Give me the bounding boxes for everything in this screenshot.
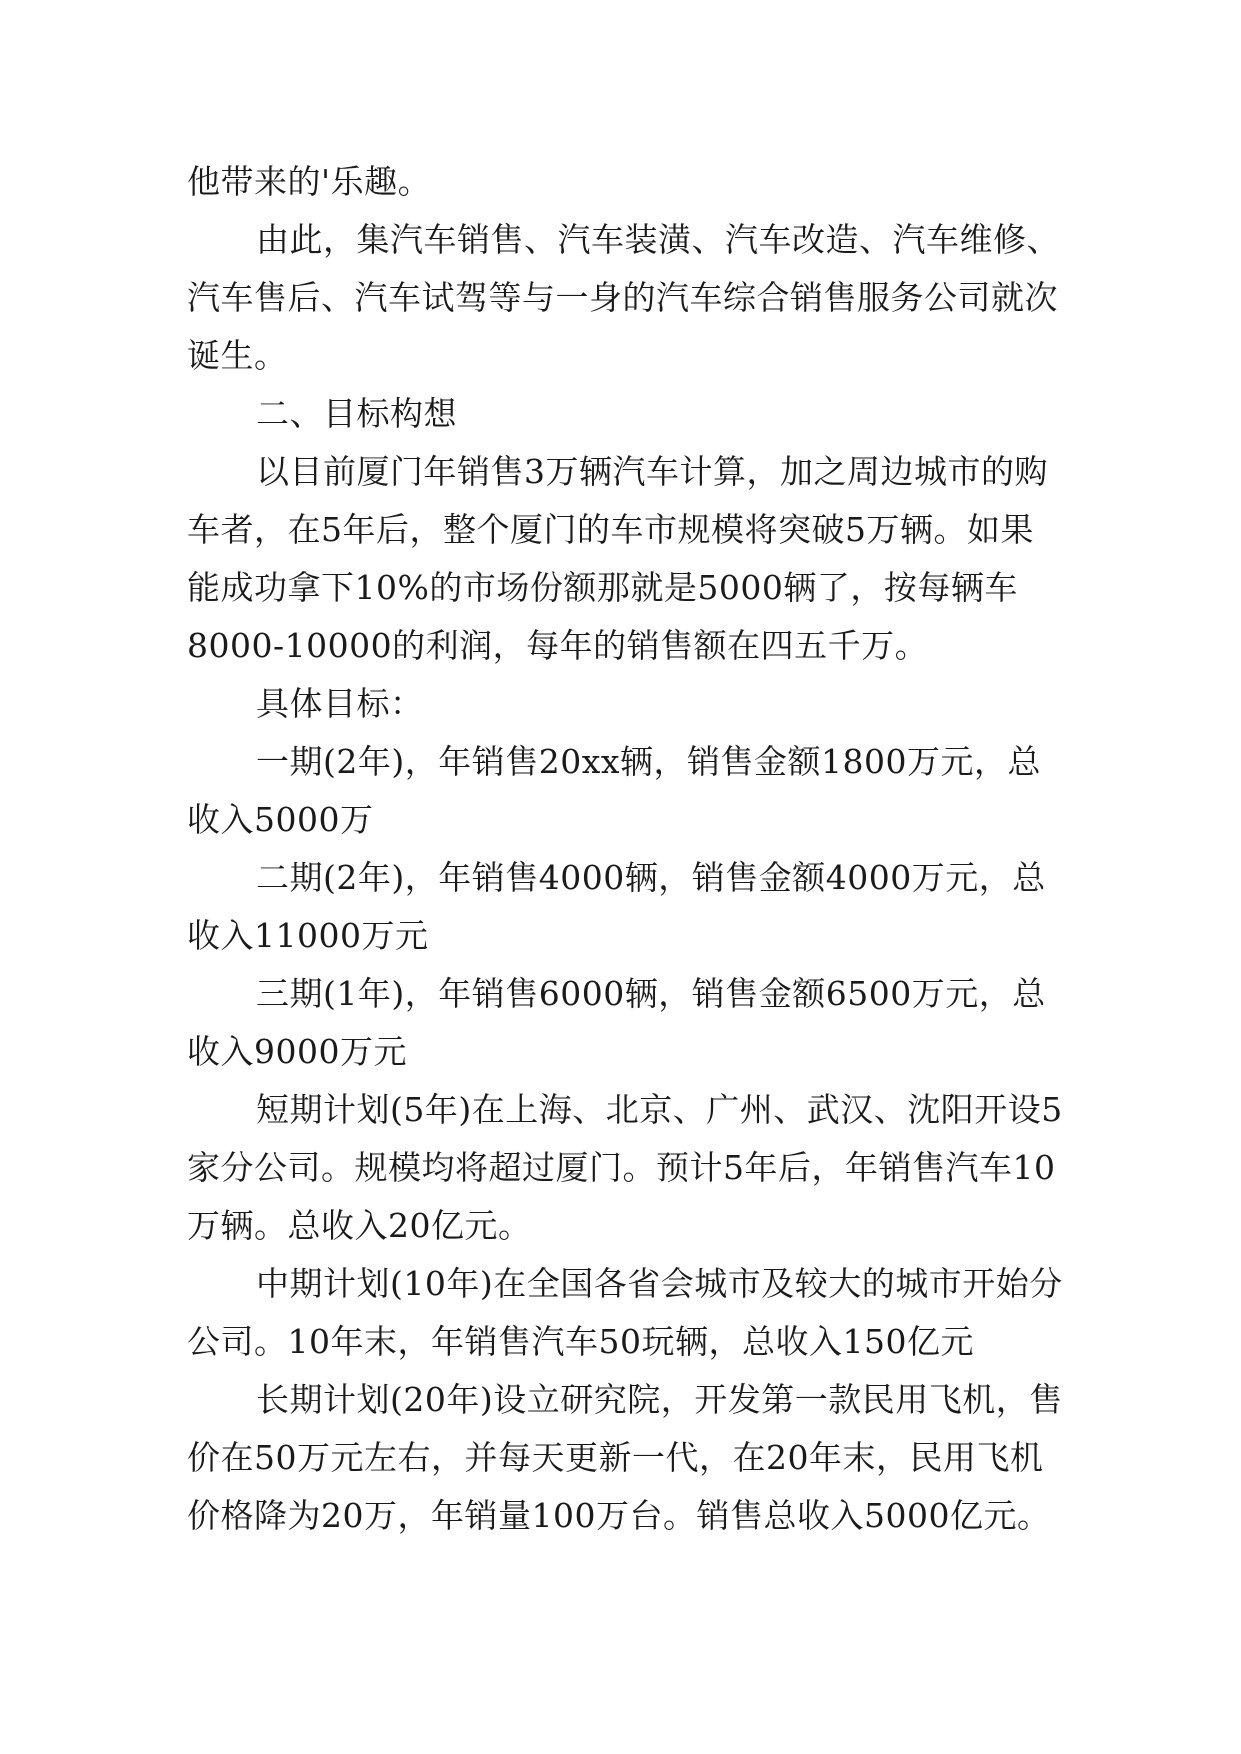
paragraph-line: 以目前厦门年销售3万辆汽车计算，加之周边城市的购 [256, 452, 1048, 491]
paragraph-line: 二期(2年)，年销售4000辆，销售金额4000万元，总 [256, 858, 1046, 897]
paragraph-line: 收入9000万元 [187, 1032, 407, 1071]
paragraph-line: 他带来的'乐趣。 [187, 162, 432, 201]
paragraph-line: 8000-10000的利润，每年的销售额在四五千万。 [187, 626, 929, 665]
paragraph-line: 价在50万元左右，并每天更新一代，在20年末，民用飞机 [187, 1438, 1044, 1477]
paragraph-line: 收入11000万元 [187, 916, 429, 955]
paragraph-line: 诞生。 [187, 336, 288, 375]
subheading: 具体目标： [256, 684, 424, 723]
paragraph-line: 由此，集汽车销售、汽车装潢、汽车改造、汽车维修、 [256, 220, 1060, 259]
paragraph-line: 中期计划(10年)在全国各省会城市及较大的城市开始分 [256, 1264, 1063, 1303]
paragraph-line: 能成功拿下10%的市场份额那就是5000辆了，按每辆车 [187, 568, 1018, 607]
paragraph-line: 长期计划(20年)设立研究院，开发第一款民用飞机，售 [256, 1380, 1063, 1419]
paragraph-line: 万辆。总收入20亿元。 [187, 1206, 532, 1245]
paragraph-line: 一期(2年)，年销售20xx辆，销售金额1800万元，总 [256, 742, 1041, 781]
paragraph-line: 汽车售后、汽车试驾等与一身的汽车综合销售服务公司就次 [187, 278, 1058, 317]
paragraph-line: 公司。10年末，年销售汽车50玩辆，总收入150亿元 [187, 1322, 974, 1361]
paragraph-line: 车者，在5年后，整个厦门的车市规模将突破5万辆。如果 [187, 510, 1034, 549]
paragraph-line: 收入5000万 [187, 800, 374, 839]
paragraph-line: 家分公司。规模均将超过厦门。预计5年后，年销售汽车10 [187, 1148, 1056, 1187]
paragraph-line: 价格降为20万，年销量100万台。销售总收入5000亿元。 [187, 1496, 1051, 1535]
section-heading: 二、目标构想 [256, 394, 457, 433]
paragraph-line: 三期(1年)，年销售6000辆，销售金额6500万元，总 [256, 974, 1046, 1013]
paragraph-line: 短期计划(5年)在上海、北京、广州、武汉、沈阳开设5 [256, 1090, 1063, 1129]
